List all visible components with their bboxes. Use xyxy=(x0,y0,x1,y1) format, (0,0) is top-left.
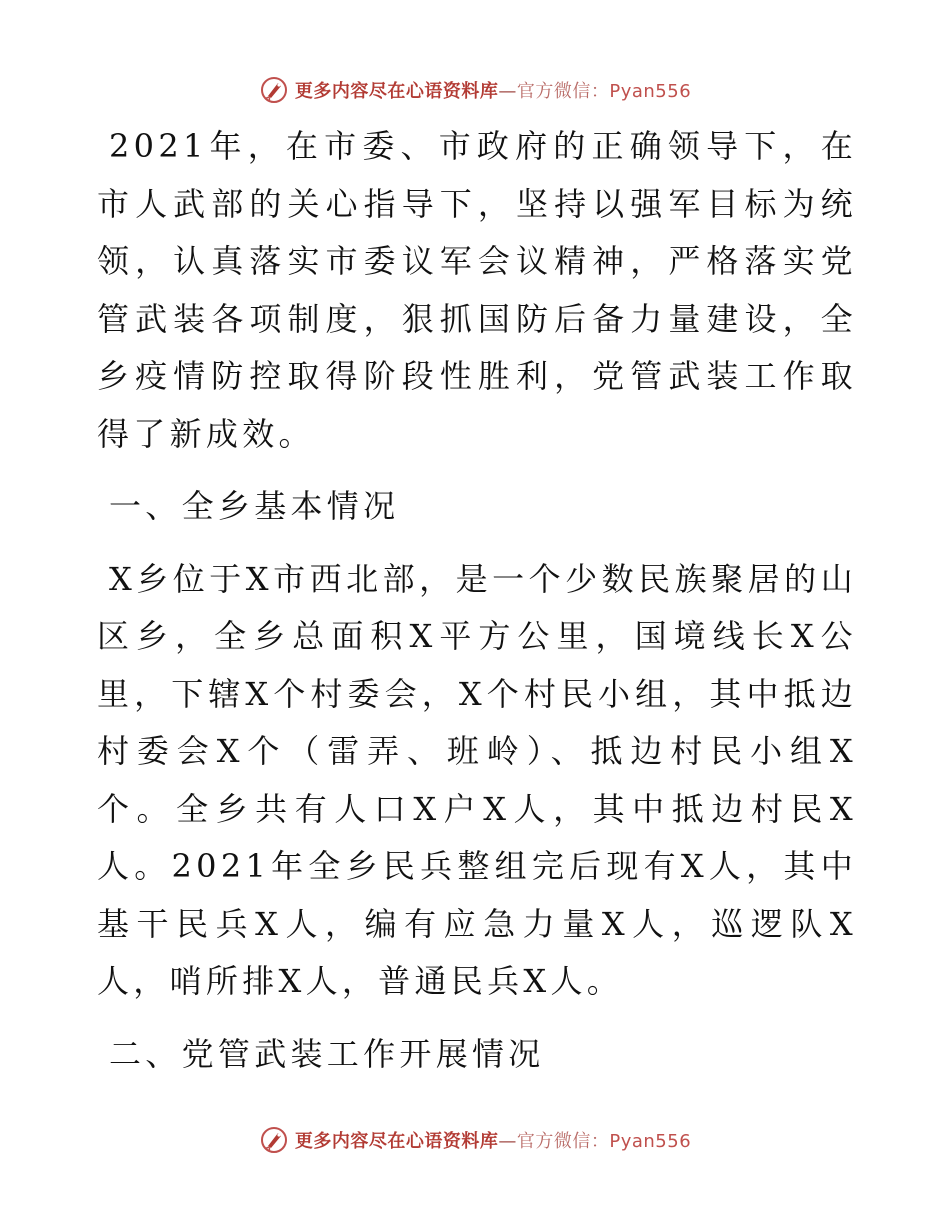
section-2-heading: 二、党管武装工作开展情况 xyxy=(109,1034,545,1073)
watermark-text xyxy=(295,77,691,103)
watermark-lead: 更多内容尽在心语资料库 xyxy=(294,1131,499,1152)
watermark-wechat-id: Pyan556 xyxy=(609,81,692,102)
pen-nib-circle-icon xyxy=(259,75,289,105)
watermark-wechat-id: Pyan556 xyxy=(609,1131,692,1152)
pen-nib-circle-icon xyxy=(259,1125,289,1155)
document-body xyxy=(97,118,857,1083)
watermark-text xyxy=(295,1127,691,1153)
section-1-paragraph: X乡位于X市西北部，是一个少数民族聚居的山区乡，全乡总面积X平方公里，国境线长X公里，下辖X个村委会，X个村民小组，其中抵边村委会X个（雷弄、班岭）、抵边村民小组X个。全乡共有人口X户X人，其中抵边村民X人。2021年全乡民兵整组完后现有X人，其中基干民兵X人，编有应急力量X人，巡逻队X人，哨所排X人，普通民兵X人。 xyxy=(97,559,857,1000)
footer-watermark xyxy=(0,1122,950,1158)
watermark-dash: — xyxy=(498,81,517,102)
watermark-wechat-label: 官方微信： xyxy=(516,1131,610,1152)
intro-paragraph: 2021年，在市委、市政府的正确领导下，在市人武部的关心指导下，坚持以强军目标为统领，认真落实市委议军会议精神，严格落实党管武装各项制度，狠抓国防后备力量建设，全乡疫情防控取得阶段性胜利，党管武装工作取得了新成效。 xyxy=(97,127,857,453)
header-watermark xyxy=(0,72,950,108)
watermark-dash: — xyxy=(498,1131,517,1152)
watermark-wechat-label: 官方微信： xyxy=(516,81,610,102)
watermark-lead: 更多内容尽在心语资料库 xyxy=(294,81,499,102)
section-1-heading: 一、全乡基本情况 xyxy=(109,487,400,525)
